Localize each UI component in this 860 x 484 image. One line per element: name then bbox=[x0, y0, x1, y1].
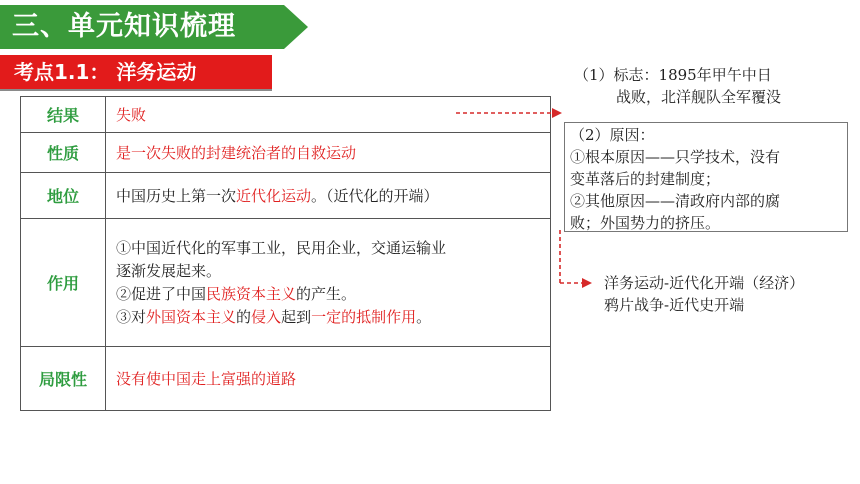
body-text: 。（近代化的开端） bbox=[311, 187, 439, 205]
body-text: 中国历史上第一次 bbox=[116, 187, 237, 205]
side-item-1-line: （1）标志：1895年甲午中日 bbox=[574, 66, 772, 84]
side-item-2-title: （2）原因： bbox=[570, 126, 655, 144]
body-text: 起到 bbox=[281, 307, 312, 326]
side-item-2-line: ②其他原因——清政府内部的腐 bbox=[570, 192, 781, 210]
body-text: ②促进了中国 bbox=[116, 284, 207, 303]
highlight-text: 外国资本主义 bbox=[146, 307, 237, 326]
highlight-text: 没有使中国走上富强的道路 bbox=[116, 370, 297, 388]
note-line: 鸦片战争-近代史开端 bbox=[604, 296, 745, 314]
row-label: 地位 bbox=[21, 173, 106, 219]
arrow-to-note bbox=[560, 230, 592, 288]
note-line: 洋务运动-近代化开端（经济） bbox=[604, 274, 805, 292]
side-item-2-line: 变革落后的封建制度； bbox=[570, 170, 721, 188]
body-text: ③对 bbox=[116, 307, 147, 326]
highlight-text: 民族资本主义 bbox=[206, 284, 297, 303]
body-text: 逐渐发展起来。 bbox=[116, 261, 222, 280]
row-label: 局限性 bbox=[21, 347, 106, 411]
side-item-1-line: 战败，北洋舰队全军覆没 bbox=[616, 88, 782, 106]
body-text: 的 bbox=[236, 307, 252, 326]
body-text: 。 bbox=[416, 307, 432, 326]
row-label: 作用 bbox=[21, 219, 106, 347]
row-label: 结果 bbox=[21, 97, 106, 133]
arrow-to-reasons bbox=[456, 108, 562, 118]
body-text: ①中国近代化的军事工业，民用企业，交通运输业 bbox=[116, 238, 447, 257]
topic-title: 考点1.1： 洋务运动 bbox=[14, 60, 197, 84]
section-title: 三、单元知识梳理 bbox=[12, 11, 236, 42]
row-label: 性质 bbox=[21, 133, 106, 173]
highlight-text: 一定的抵制作用 bbox=[311, 307, 417, 326]
side-item-2-line: 败；外国势力的挤压。 bbox=[570, 214, 721, 232]
side-item-2-line: ①根本原因——只学技术，没有 bbox=[570, 148, 781, 166]
highlight-text: 侵入 bbox=[251, 307, 282, 326]
body-text: 的产生。 bbox=[296, 284, 357, 303]
highlight-text: 是一次失败的封建统治者的自救运动 bbox=[116, 144, 357, 162]
highlight-text: 近代化运动 bbox=[236, 187, 312, 205]
highlight-text: 失败 bbox=[116, 106, 147, 124]
